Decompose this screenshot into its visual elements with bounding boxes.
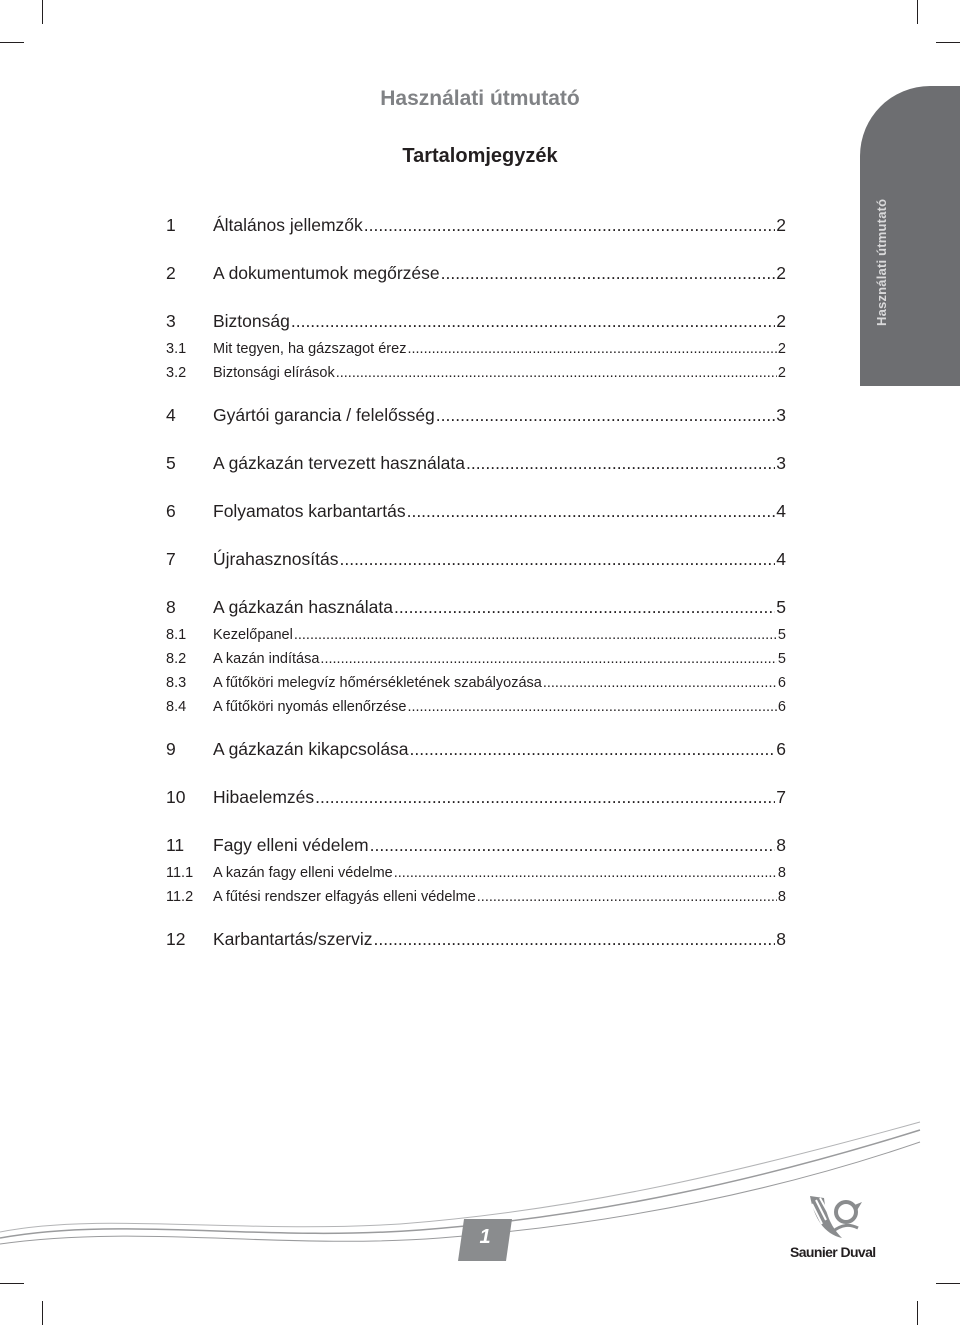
toc-entry-title: A fűtőköri nyomás ellenőrzése — [213, 699, 407, 715]
toc-entry[interactable] — [166, 739, 786, 760]
toc-entry-title: Karbantartás/szerviz — [213, 929, 373, 949]
crop-mark — [936, 1283, 960, 1284]
toc-entry[interactable] — [166, 501, 786, 522]
crop-mark — [42, 1301, 43, 1325]
toc-entry-title: A fűtési rendszer elfagyás elleni védelme — [213, 889, 476, 905]
toc-entry-page: 5 — [776, 597, 786, 617]
toc-entry[interactable] — [166, 787, 786, 808]
toc-entry-number: 11 — [166, 835, 185, 855]
toc-dot-leader — [370, 835, 776, 856]
toc-dot-leader — [441, 263, 776, 284]
toc-entry[interactable] — [166, 627, 786, 643]
toc-entry[interactable] — [166, 365, 786, 381]
toc-entry[interactable] — [166, 651, 786, 667]
toc-entry-page: 4 — [776, 501, 786, 521]
toc-dot-leader — [315, 787, 775, 808]
toc-entry-page: 2 — [777, 365, 786, 381]
toc-entry-number: 3.1 — [166, 341, 187, 357]
toc-entry[interactable] — [166, 405, 786, 426]
toc-entry-page: 8 — [776, 929, 786, 949]
toc-entry-page: 4 — [776, 549, 786, 569]
toc-entry-number: 8.4 — [166, 699, 187, 715]
toc-entry-page: 2 — [777, 341, 786, 357]
toc-entry-page: 3 — [776, 405, 786, 425]
toc-dot-leader — [466, 453, 775, 474]
brand-name: Saunier Duval — [790, 1244, 876, 1260]
crop-mark — [0, 42, 24, 43]
document-title: Használati útmutató — [380, 87, 580, 110]
toc-dot-leader — [394, 597, 775, 618]
toc-entry-page: 8 — [777, 865, 786, 881]
toc-entry-title: Gyártói garancia / felelősség — [213, 405, 435, 425]
toc-entry-title: Kezelőpanel — [213, 627, 293, 643]
toc-entry-title: Folyamatos karbantartás — [213, 501, 406, 521]
toc-entry-page: 6 — [777, 699, 786, 715]
toc-dot-leader — [394, 865, 777, 881]
toc-entry-title: Fagy elleni védelem — [213, 835, 369, 855]
toc-entry[interactable] — [166, 699, 786, 715]
toc-entry-title: Hibaelemzés — [213, 787, 315, 807]
toc-dot-leader — [407, 341, 776, 357]
toc-entry[interactable] — [166, 835, 786, 856]
side-section-label: Használati útmutató — [874, 198, 889, 326]
toc-entry-page: 3 — [776, 453, 786, 473]
toc-dot-leader — [291, 311, 775, 332]
toc-entry[interactable] — [166, 549, 786, 570]
toc-entry[interactable] — [166, 311, 786, 332]
toc-dot-leader — [336, 365, 777, 381]
toc-entry-number: 8.1 — [166, 627, 187, 643]
toc-entry-page: 8 — [776, 835, 786, 855]
toc-entry[interactable] — [166, 889, 786, 905]
toc-entry[interactable] — [166, 865, 786, 881]
toc-entry-number: 5 — [166, 453, 176, 473]
toc-dot-leader — [339, 549, 775, 570]
toc-entry-number: 4 — [166, 405, 176, 425]
toc-entry-number: 11.2 — [166, 889, 194, 905]
toc-entry-number: 8 — [166, 597, 176, 617]
toc-entry-title: A gázkazán kikapcsolása — [213, 739, 409, 759]
toc-entry-number: 3.2 — [166, 365, 187, 381]
toc-dot-leader — [294, 627, 777, 643]
saunier-duval-bird-logo-icon — [802, 1188, 864, 1244]
toc-dot-leader — [477, 889, 777, 905]
toc-entry-title: A fűtőköri melegvíz hőmérsékletének szabályozása — [213, 675, 542, 691]
toc-entry-title: Biztonsági elírások — [213, 365, 335, 381]
toc-dot-leader — [374, 929, 776, 950]
toc-dot-leader — [407, 699, 776, 715]
toc-entry-number: 8.3 — [166, 675, 187, 691]
toc-entry-number: 7 — [166, 549, 176, 569]
toc-entry-title: A kazán indítása — [213, 651, 320, 667]
toc-entry-title: Mit tegyen, ha gázszagot érez — [213, 341, 407, 357]
toc-entry-number: 1 — [166, 215, 176, 235]
toc-entry-page: 6 — [777, 675, 786, 691]
crop-mark — [917, 0, 918, 24]
toc-dot-leader — [410, 739, 776, 760]
crop-mark — [42, 0, 43, 24]
toc-entry-number: 6 — [166, 501, 176, 521]
toc-entry-page: 6 — [776, 739, 786, 759]
toc-entry[interactable] — [166, 263, 786, 284]
toc-entry-page: 5 — [777, 627, 786, 643]
toc-entry[interactable] — [166, 929, 786, 950]
page-number: 1 — [479, 1226, 491, 1248]
toc-entry-title: Újrahasznosítás — [213, 549, 339, 569]
toc-entry-title: A kazán fagy elleni védelme — [213, 865, 393, 881]
crop-mark — [917, 1301, 918, 1325]
toc-dot-leader — [320, 651, 777, 667]
toc-entry-page: 2 — [776, 263, 786, 283]
toc-dot-leader — [364, 215, 775, 236]
toc-dot-leader — [407, 501, 776, 522]
toc-entry-title: A gázkazán használata — [213, 597, 393, 617]
toc-entry-page: 7 — [776, 787, 786, 807]
toc-entry-number: 9 — [166, 739, 176, 759]
toc-entry-number: 3 — [166, 311, 176, 331]
toc-entry[interactable] — [166, 341, 786, 357]
toc-entry-page: 2 — [776, 215, 786, 235]
toc-entry-page: 5 — [777, 651, 786, 667]
toc-heading: Tartalomjegyzék — [402, 145, 558, 167]
toc-entry[interactable] — [166, 453, 786, 474]
toc-entry-title: A gázkazán tervezett használata — [213, 453, 465, 473]
toc-entry[interactable] — [166, 215, 786, 236]
toc-entry[interactable] — [166, 675, 786, 691]
crop-mark — [936, 42, 960, 43]
toc-entry-title: A dokumentumok megőrzése — [213, 263, 440, 283]
toc-dot-leader — [543, 675, 777, 691]
toc-dot-leader — [436, 405, 775, 426]
toc-entry-page: 8 — [777, 889, 786, 905]
toc-entry-title: Általános jellemzők — [213, 215, 363, 235]
crop-mark — [0, 1283, 24, 1284]
toc-entry-number: 11.1 — [166, 865, 194, 881]
toc-entry-number: 12 — [166, 929, 186, 949]
toc-entry[interactable] — [166, 597, 786, 618]
toc-entry-title: Biztonság — [213, 311, 290, 331]
toc-entry-number: 8.2 — [166, 651, 187, 667]
toc-entry-number: 10 — [166, 787, 186, 807]
toc-entry-number: 2 — [166, 263, 176, 283]
toc-entry-page: 2 — [776, 311, 786, 331]
